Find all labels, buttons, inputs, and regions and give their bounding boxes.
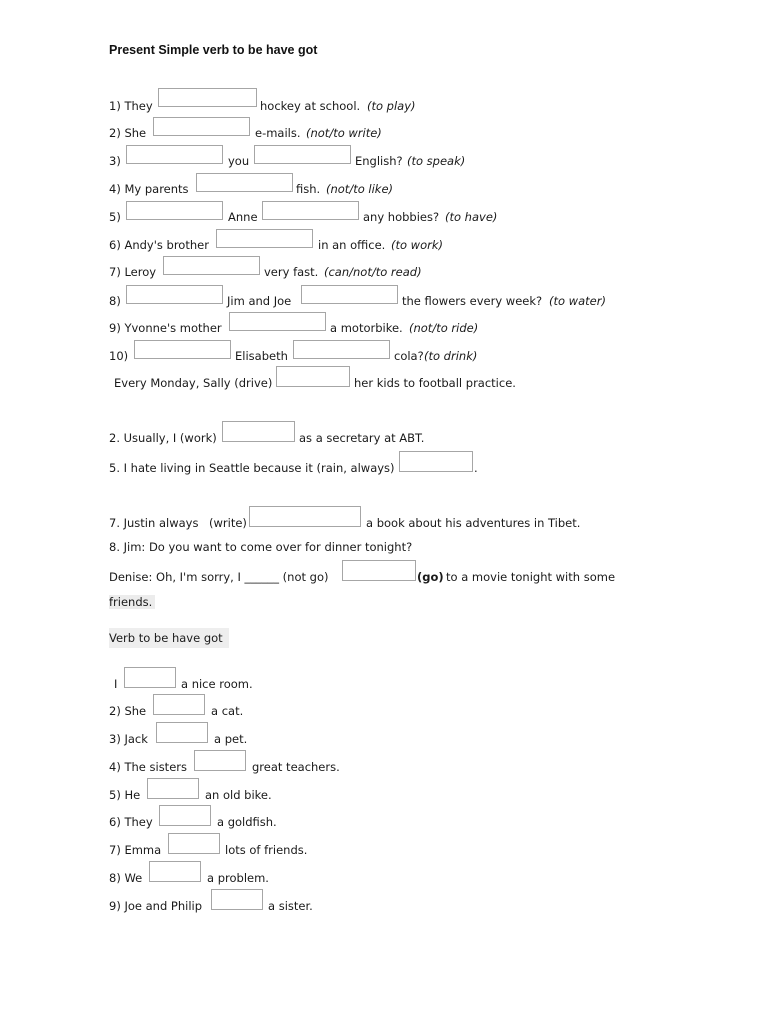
- dialogue-text: to a movie tonight with some: [446, 570, 616, 584]
- answer-field-10a[interactable]: [134, 340, 231, 359]
- answer-field-8a[interactable]: [126, 285, 223, 304]
- prompt-text: a nice room.: [181, 677, 253, 691]
- prompt-text: you: [228, 154, 250, 168]
- answer-field-2[interactable]: [153, 117, 250, 136]
- prompt-text: as a secretary at ABT.: [299, 431, 425, 445]
- answer-field-q7[interactable]: [249, 506, 361, 527]
- prompt-text: 9) Joe and Philip: [109, 899, 203, 913]
- prompt-text: 2) She: [109, 126, 147, 140]
- prompt-text: a pet.: [214, 732, 248, 746]
- prompt-text: 3) Jack: [109, 732, 148, 746]
- prompt-text: I: [114, 677, 118, 691]
- prompt-text: 2. Usually, I (work): [109, 431, 217, 445]
- dialogue-text: 8. Jim: Do you want to come over for dinner tonight?: [109, 540, 413, 554]
- verb-hint: (to play): [367, 99, 416, 113]
- answer-field-6[interactable]: [216, 229, 313, 248]
- prompt-text: e-mails.: [255, 126, 301, 140]
- answer-field-hg7[interactable]: [168, 833, 220, 854]
- prompt-text: Elisabeth: [235, 349, 288, 363]
- answer-field-denise[interactable]: [342, 560, 416, 581]
- prompt-text: 10): [109, 349, 129, 363]
- prompt-text: cola?: [394, 349, 424, 363]
- prompt-text: .: [474, 461, 478, 475]
- answer-field-hg1[interactable]: [124, 667, 176, 688]
- answer-field-3b[interactable]: [254, 145, 351, 164]
- verb-hint: (to have): [445, 210, 498, 224]
- prompt-text: 6) Andy's brother: [109, 238, 209, 252]
- verb-hint: (not/to like): [326, 182, 394, 196]
- prompt-text: the flowers every week?: [402, 294, 543, 308]
- prompt-text: 1) They: [109, 99, 153, 113]
- verb-hint: (to work): [391, 238, 444, 252]
- prompt-text: English?: [355, 154, 403, 168]
- prompt-text: 4) My parents: [109, 182, 189, 196]
- verb-hint: (go): [417, 570, 444, 584]
- answer-field-hg9[interactable]: [211, 889, 263, 910]
- prompt-text: 7) Leroy: [109, 265, 157, 279]
- answer-field-7[interactable]: [163, 256, 260, 275]
- worksheet-title: Present Simple verb to be have got: [109, 43, 318, 57]
- prompt-text: 3): [109, 154, 121, 168]
- answer-field-5a[interactable]: [126, 201, 223, 220]
- prompt-text: any hobbies?: [363, 210, 440, 224]
- verb-hint: (to drink): [424, 349, 478, 363]
- dialogue-text: friends.: [109, 595, 155, 609]
- prompt-text: 7) Emma: [109, 843, 162, 857]
- prompt-text: 5) He: [109, 788, 141, 802]
- prompt-text: 5): [109, 210, 121, 224]
- answer-field-10b[interactable]: [293, 340, 390, 359]
- prompt-text: a book about his adventures in Tibet.: [366, 516, 581, 530]
- answer-field-hg2[interactable]: [153, 694, 205, 715]
- prompt-text: a sister.: [268, 899, 313, 913]
- dialogue-text: Denise: Oh, I'm sorry, I ______ (not go): [109, 570, 329, 584]
- prompt-text: a problem.: [207, 871, 269, 885]
- verb-hint: (not/to write): [306, 126, 382, 140]
- prompt-text: 7. Justin always: [109, 516, 199, 530]
- prompt-text: 5. I hate living in Seattle because it (rain, always): [109, 461, 395, 475]
- prompt-text: fish.: [296, 182, 321, 196]
- prompt-text: 8) We: [109, 871, 143, 885]
- prompt-text: 4) The sisters: [109, 760, 187, 774]
- verb-hint: (to speak): [407, 154, 466, 168]
- answer-field-4[interactable]: [196, 173, 293, 192]
- prompt-text: 9) Yvonne's mother: [109, 321, 222, 335]
- answer-field-5b[interactable]: [262, 201, 359, 220]
- answer-field-q5[interactable]: [399, 451, 473, 472]
- answer-field-hg5[interactable]: [147, 778, 199, 799]
- verb-hint: (to water): [549, 294, 606, 308]
- prompt-text: very fast.: [264, 265, 319, 279]
- prompt-text: Every Monday, Sally (drive): [114, 376, 273, 390]
- prompt-text: hockey at school.: [260, 99, 361, 113]
- answer-field-hg3[interactable]: [156, 722, 208, 743]
- answer-field-9[interactable]: [229, 312, 326, 331]
- verb-hint: (can/not/to read): [324, 265, 422, 279]
- prompt-text: a goldfish.: [217, 815, 277, 829]
- prompt-text: Anne: [228, 210, 258, 224]
- prompt-text: Jim and Joe: [227, 294, 292, 308]
- answer-field-3a[interactable]: [126, 145, 223, 164]
- prompt-text: an old bike.: [205, 788, 272, 802]
- answer-field-q2[interactable]: [222, 421, 295, 442]
- prompt-text: 6) They: [109, 815, 153, 829]
- prompt-text: lots of friends.: [225, 843, 308, 857]
- prompt-text: 8): [109, 294, 121, 308]
- answer-field-hg4[interactable]: [194, 750, 246, 771]
- verb-hint: (not/to ride): [409, 321, 479, 335]
- answer-field-hg6[interactable]: [159, 805, 211, 826]
- answer-field-monday[interactable]: [276, 366, 350, 387]
- prompt-text: 2) She: [109, 704, 147, 718]
- section-title: Verb to be have got: [109, 628, 229, 648]
- prompt-text: great teachers.: [252, 760, 340, 774]
- prompt-text: her kids to football practice.: [354, 376, 516, 390]
- verb-hint: (write): [209, 516, 247, 530]
- answer-field-8b[interactable]: [301, 285, 398, 304]
- prompt-text: in an office.: [318, 238, 386, 252]
- answer-field-hg8[interactable]: [149, 861, 201, 882]
- answer-field-1[interactable]: [158, 88, 257, 107]
- prompt-text: a cat.: [211, 704, 244, 718]
- prompt-text: a motorbike.: [330, 321, 403, 335]
